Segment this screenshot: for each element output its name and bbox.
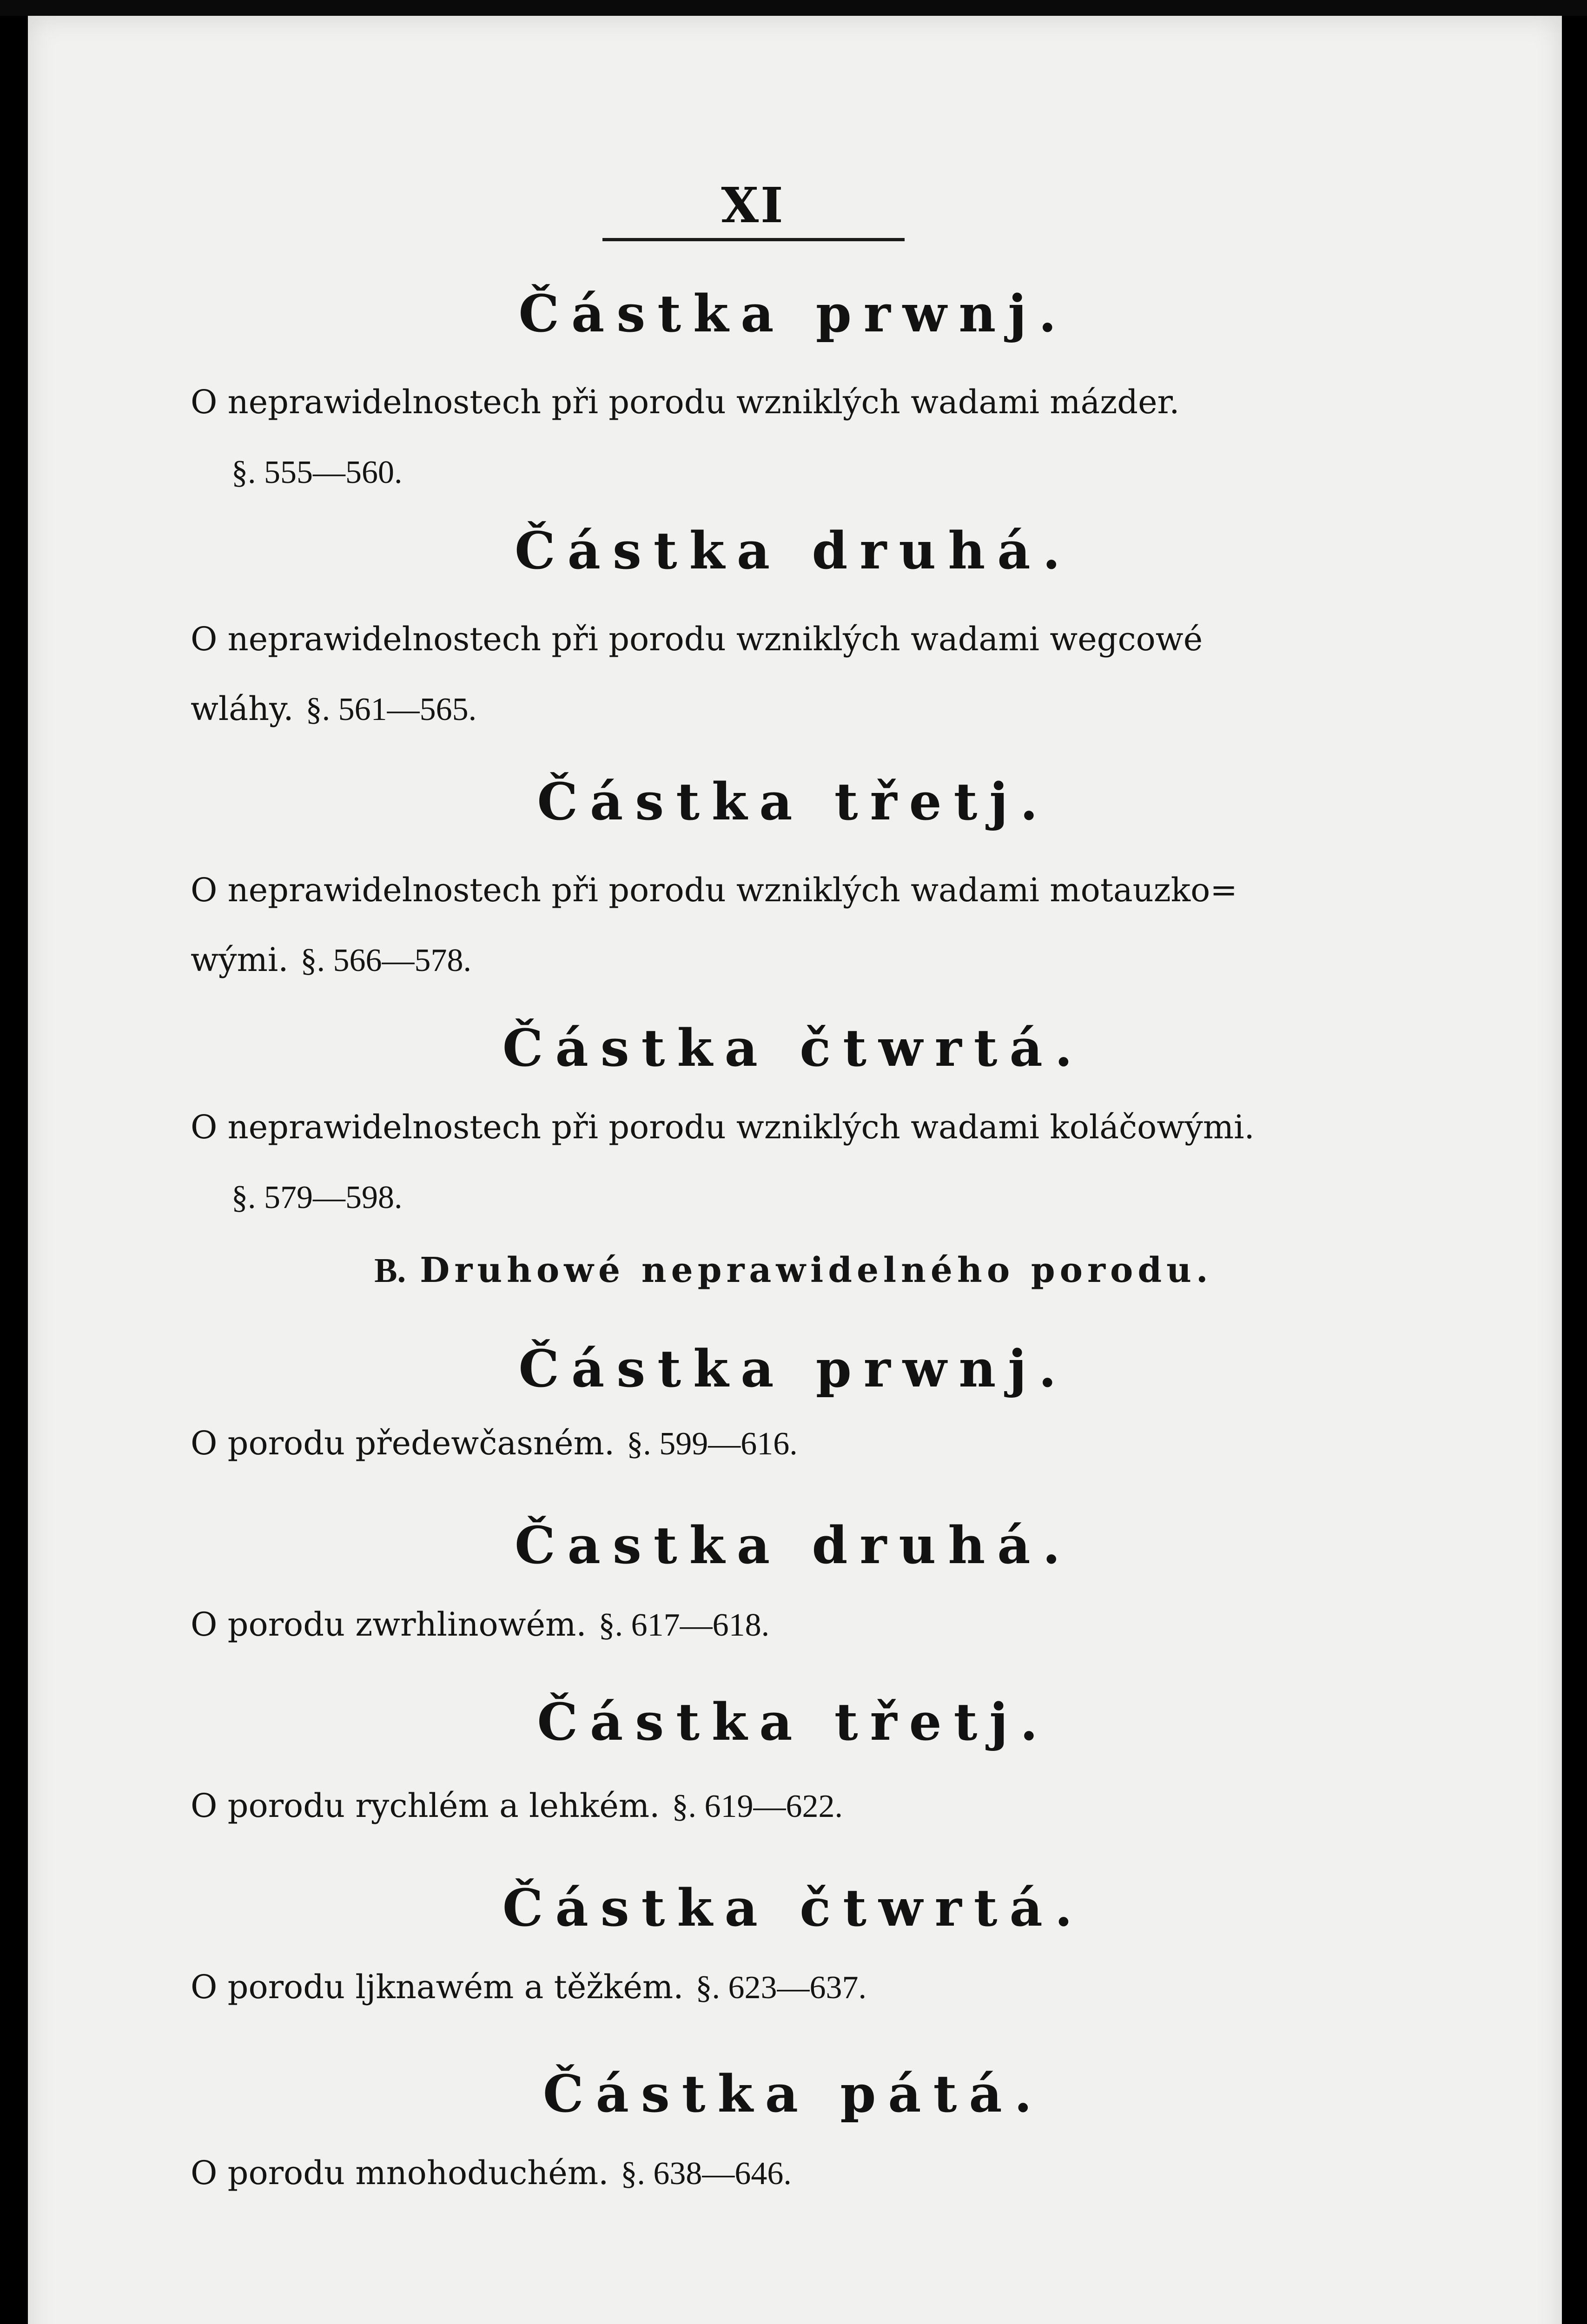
entry-text: O porodu mnohoduchém. [191, 2154, 609, 2192]
page-number: XI [721, 177, 785, 234]
paragraph-reference: §. 561—565. [305, 692, 477, 727]
paragraph-reference: §. 599—616. [627, 1426, 798, 1462]
paragraph-reference: §. 638—646. [621, 2156, 792, 2192]
entry-text-continued: wláhy. [191, 690, 294, 728]
entry-text: O neprawidelnostech při porodu wzniklých wadami mázder. [191, 383, 1180, 421]
paragraph-reference: §. 555—560. [231, 455, 403, 490]
entry-text: O porodu rychlém a lehkém. [191, 1787, 660, 1825]
entry-text: O porodu zwrhlinowém. [191, 1605, 587, 1644]
section-heading: Částka prwnj. [518, 284, 1069, 343]
header-rule [602, 238, 905, 241]
section-entry [191, 2138, 1329, 2209]
entry-text: O porodu předewčasném. [191, 1424, 615, 1462]
section-heading: Částka pátá. [543, 2064, 1044, 2124]
entry-text: O neprawidelnostech při porodu wzniklých wadami motauzko= [191, 871, 1237, 909]
section-entry [191, 1952, 1329, 2023]
section-entry [191, 367, 1329, 508]
section-heading: Částka prwnj. [518, 1339, 1069, 1399]
scan-frame-top [0, 0, 1587, 16]
section-heading: Částka čtwrtá. [502, 1878, 1085, 1938]
section-heading: Částka druhá. [515, 521, 1072, 581]
part-b-label: B. [374, 1252, 406, 1290]
section-entry [191, 855, 1329, 996]
part-b-text: Druhowé neprawidelného porodu. [420, 1250, 1213, 1290]
section-heading: Částka třetj. [537, 1692, 1050, 1752]
section-entry [191, 604, 1329, 745]
section-entry [191, 1092, 1329, 1233]
paragraph-reference: §. 579—598. [231, 1180, 403, 1215]
entry-text: O neprawidelnostech při porodu wzniklých wadami koláčowými. [191, 1108, 1255, 1146]
section-heading: Částka čtwrtá. [502, 1018, 1085, 1078]
section-entry [191, 1408, 1329, 1479]
paragraph-reference: §. 566—578. [300, 943, 471, 978]
section-heading: Častka druhá. [515, 1515, 1072, 1575]
paragraph-reference: §. 619—622. [672, 1789, 843, 1824]
entry-text: O neprawidelnostech při porodu wzniklých wadami wegcowé [191, 620, 1203, 658]
section-entry [191, 1590, 1329, 1660]
entry-text: O porodu ljknawém a těžkém. [191, 1968, 684, 2006]
section-entry [191, 1771, 1329, 1842]
entry-text-continued: wými. [191, 941, 289, 979]
part-b-title [0, 1250, 1587, 1291]
paragraph-reference: §. 623—637. [695, 1970, 867, 2006]
section-heading: Částka třetj. [537, 772, 1050, 832]
paragraph-reference: §. 617—618. [598, 1607, 770, 1643]
